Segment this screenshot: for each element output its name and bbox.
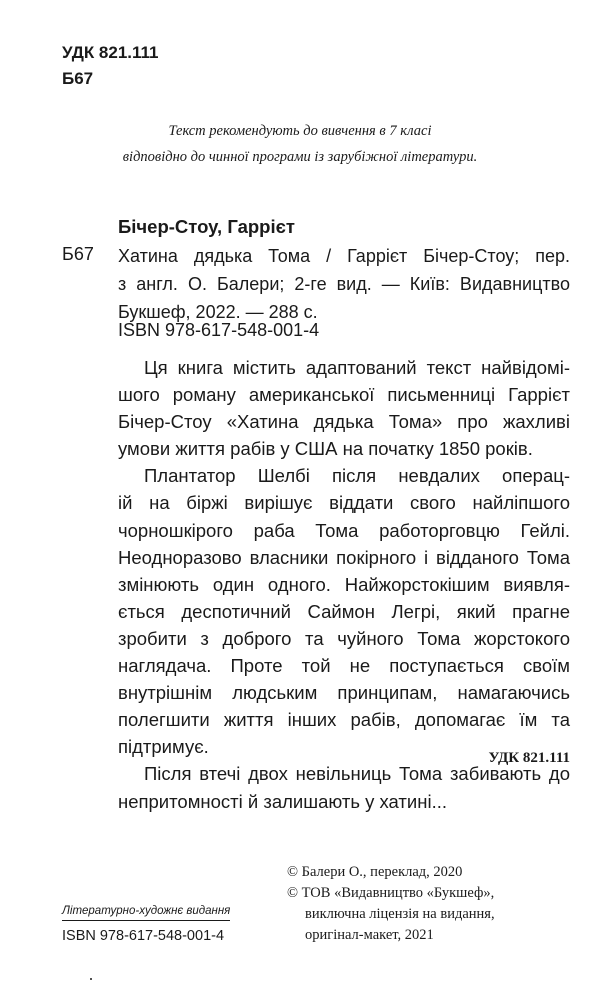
copyright-line: виключна ліцензія на видання, — [305, 906, 495, 922]
author-mark: Б67 — [62, 69, 94, 88]
copyright-line: © ТОВ «Видавництво «Букшеф», — [287, 885, 495, 901]
annotation-line: зробити з доброго та чуйного Тома жорстокого — [118, 627, 570, 649]
udk-block-top — [62, 40, 159, 92]
annotation-line: Після втечі двох невільниць Тома забивають до — [144, 763, 570, 785]
annotation-line: Неодноразово власники покірного і відданого Тома — [118, 546, 570, 568]
recommendation-line: відповідно до чинної програми із зарубіжної літератури. — [122, 149, 478, 165]
annotation-line: непритомності й залишають у хатині... — [118, 790, 447, 812]
recommendation-line: Текст рекомендують до вивчення в 7 класі — [168, 123, 432, 139]
catalog-code: Б67 — [62, 244, 94, 264]
biblio-line: Хатина дядька Тома / Гаррієт Бічер-Стоу; пер. — [118, 246, 570, 266]
copyright-line: © Балери О., переклад, 2020 — [287, 864, 463, 880]
annotation-line: наглядача. Проте той не поступається своїм — [118, 655, 570, 677]
annotation-line: внутрішнім людським принципам, намагаючись — [118, 682, 570, 704]
print-dot — [90, 978, 92, 980]
annotation-line: чорношкірого раба Тома работорговцю Гейлі. — [118, 519, 570, 541]
isbn-bottom: ISBN 978-617-548-001-4 — [62, 928, 225, 944]
annotation-line: ється деспотичний Саймон Легрі, який прагне — [118, 600, 570, 622]
catalog-author: Бічер-Стоу, Гаррієт — [118, 216, 295, 237]
annotation-line: змінюють один одного. Найжорстокішим виявля- — [118, 573, 570, 595]
annotation-line: підтримує. — [118, 736, 209, 758]
annotation-line: полегшити життя інших рабів, допомагає їм та — [118, 709, 570, 731]
annotation-line: Бічер-Стоу «Хатина дядька Тома» про жахливі — [118, 411, 570, 433]
recommendation-note — [0, 118, 600, 170]
bibliographic-description — [118, 242, 570, 326]
biblio-line: Букшеф, 2022. — 288 с. — [118, 302, 318, 322]
copyright-line: оригінал-макет, 2021 — [305, 927, 434, 943]
copyright-block — [287, 862, 495, 946]
udk-code-bottom: УДК 821.111 — [488, 750, 570, 766]
annotation-line: умови життя рабів у США на початку 1850 років. — [118, 438, 533, 460]
annotation-line: Плантатор Шелбі після невдалих операц- — [144, 465, 570, 487]
biblio-line: з англ. О. Балери; 2-ге вид. — Київ: Видавництво — [118, 274, 570, 294]
catalog-isbn: ISBN 978-617-548-001-4 — [118, 320, 320, 340]
annotation-line: ій на біржі вирішує віддати свого найліпшого — [118, 492, 570, 514]
annotation-line: шого роману американської письменниці Гаррієт — [118, 384, 570, 406]
annotation — [118, 354, 570, 815]
udk-code: УДК 821.111 — [62, 43, 159, 62]
annotation-line: Ця книга містить адаптований текст найвідомі- — [144, 357, 570, 378]
edition-type: Літературно-художнє видання — [62, 905, 230, 921]
